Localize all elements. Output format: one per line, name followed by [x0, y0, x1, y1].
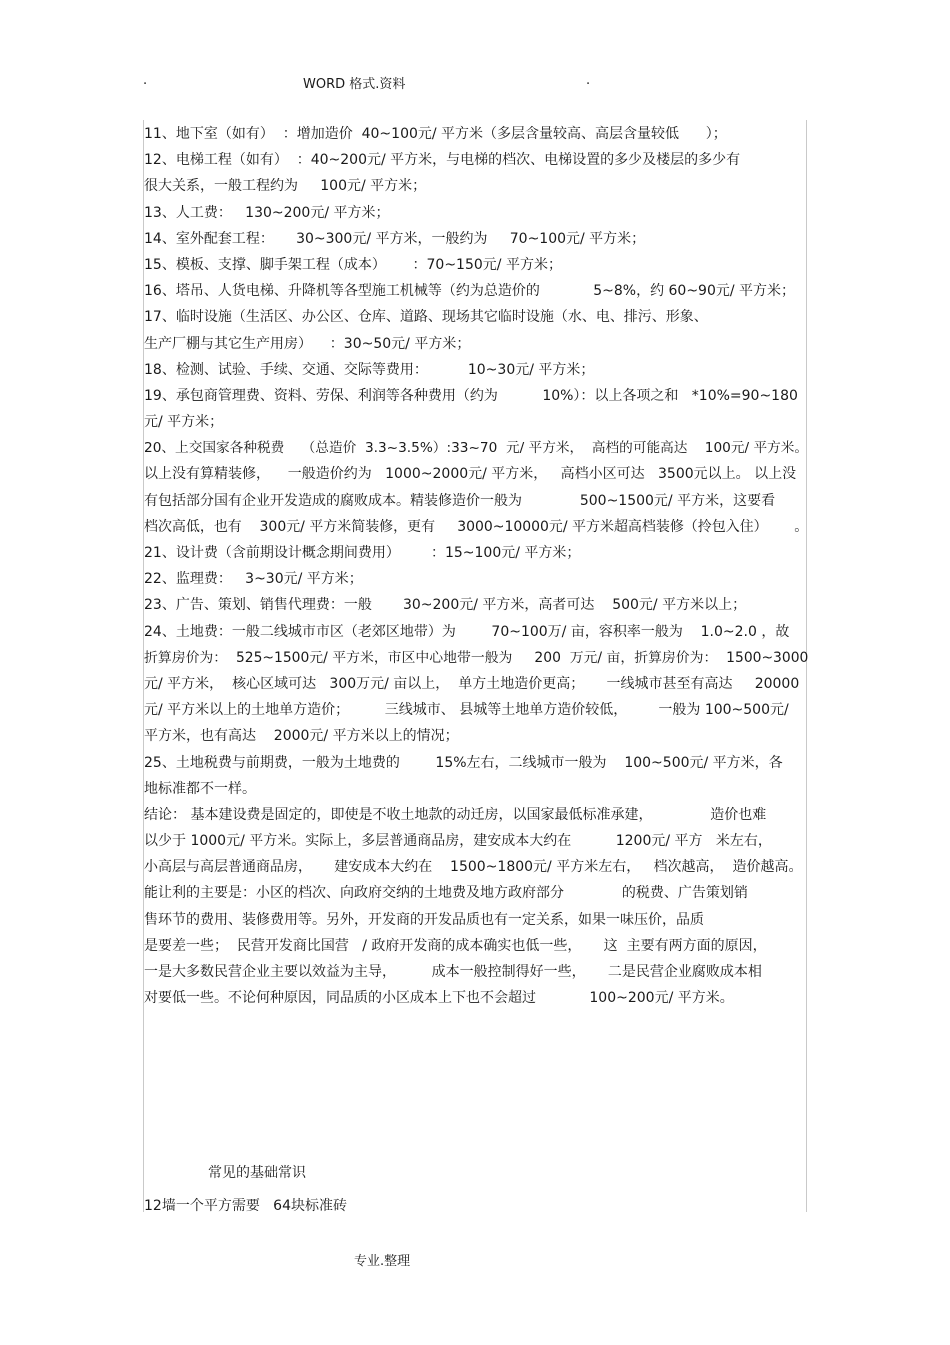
text-line: 23、广告、策划、销售代理费：一般 30~200元/ 平方米，高者可达 500元/ 平方米以上；: [144, 597, 747, 614]
text-line: 16、塔吊、人货电梯、升降机等各型施工机械等（约为总造价的 5~8%，约 60~90元/ 平方米；: [144, 283, 796, 300]
text-line: 一是大多数民营企业主要以效益为主导， 成本一般控制得好一些， 二是民营企业腐败成本相: [144, 964, 762, 980]
brick-fact-line: 12墙一个平方需要 64块标准砖: [144, 1198, 347, 1214]
text-line: 结论： 基本建设费是固定的，即使是不收土地款的动迁房，以国家最低标准承建， 造价也难: [144, 806, 767, 823]
text-line: 元/ 平方米， 核心区域可达 300万元/ 亩以上， 单方土地造价更高； 一线城市甚至有高达 20000: [144, 675, 800, 692]
text-line: 小高层与高层普通商品房， 建安成本大约在 1500~1800元/ 平方米左右， 档次越高， 造价越高。: [144, 859, 803, 876]
text-line: 很大关系，一般工程约为 100元/ 平方米；: [144, 178, 427, 195]
text-line: 地标准都不一样。: [144, 780, 256, 797]
text-line: 售环节的费用、装修费用等。另外，开发商的开发品质也有一定关系，如果一味压价，品质: [144, 911, 704, 928]
text-line: 元/ 平方米；: [144, 414, 224, 431]
text-line: 24、土地费：一般二线城市市区（老郊区地带）为 70~100万/ 亩，容积率一般为 1.0~2.0 ，故: [144, 623, 790, 640]
text-line: 14、室外配套工程： 30~300元/ 平方米，一般约为 70~100元/ 平方米；: [144, 230, 646, 247]
text-line: 以少于 1000元/ 平方米。实际上，多层普通商品房，建安成本大约在 1200元/ 平方 米左右，: [144, 833, 772, 850]
text-line: 对要低一些。不论何种原因，同品质的小区成本上下也不会超过 100~200元/ 平方米。: [144, 990, 734, 1007]
text-line: 折算房价为： 525~1500元/ 平方米，市区中心地带一般为 200 万元/ 亩，折算房价为： 1500~3000: [144, 649, 809, 666]
text-line: 19、承包商管理费、资料、劳保、利润等各种费用（约为 10%）：以上各项之和 *10%=90~180: [144, 387, 798, 404]
text-line: 20、上交国家各种税费 （总造价 3.3~3.5%）:33~70 元/ 平方米， 高档的可能高达 100元/ 平方米。: [144, 440, 809, 457]
header-right-mark: .: [586, 73, 591, 88]
text-line: 18、检测、试验、手续、交通、交际等费用： 10~30元/ 平方米；: [144, 361, 595, 378]
text-line: 11、地下室（如有） ：增加造价 40~100元/ 平方米（多层含量较高、高层含量较低 ）；: [144, 126, 727, 142]
text-line: 是要差一些； 民营开发商比国营 / 政府开发商的成本确实也低一些， 这 主要有两方面的原因，: [144, 937, 767, 954]
text-line: 15、模板、支撑、脚手架工程（成本） ：70~150元/ 平方米；: [144, 256, 562, 273]
document-body: [144, 121, 809, 1011]
text-line: 元/ 平方米以上的土地单方造价； 三线城市、 县城等土地单方造价较低， 一般为 100~500元/: [144, 702, 789, 719]
text-line: 12、电梯工程（如有） ：40~200元/ 平方米，与电梯的档次、电梯设置的多少及楼层的多少有: [144, 152, 741, 169]
header-title: WORD 格式.资料: [303, 77, 406, 92]
text-line: 以上没有算精装修， 一般造价约为 1000~2000元/ 平方米， 高档小区可达 3500元以上。 以上没: [144, 466, 797, 483]
text-line: 能让利的主要是：小区的档次、向政府交纳的土地费及地方政府部分 的税费、广告策划销: [144, 885, 748, 902]
page-footer: 专业.整理: [354, 1254, 411, 1269]
header-left-mark: .: [143, 73, 148, 88]
text-line: 17、临时设施（生活区、办公区、仓库、道路、现场其它临时设施（水、电、排污、形象、: [144, 309, 708, 326]
text-line: 22、监理费： 3~30元/ 平方米；: [144, 571, 363, 588]
section-subheading: 常见的基础常识: [208, 1165, 306, 1181]
text-line: 生产厂棚与其它生产用房） ：30~50元/ 平方米；: [144, 335, 471, 352]
text-line: 平方米，也有高达 2000元/ 平方米以上的情况；: [144, 728, 459, 745]
text-line: 档次高低，也有 300元/ 平方米简装修，更有 3000~10000元/ 平方米超高档装修（拎包入住） 。: [144, 518, 809, 535]
text-line: 25、土地税费与前期费，一般为土地费的 15%左右，二线城市一般为 100~500元/ 平方米，各: [144, 754, 783, 771]
text-line: 21、设计费（含前期设计概念期间费用） ：15~100元/ 平方米；: [144, 545, 581, 561]
text-line: 13、人工费： 130~200元/ 平方米；: [144, 204, 390, 221]
text-line: 有包括部分国有企业开发造成的腐败成本。精装修造价一般为 500~1500元/ 平方米，这要看: [144, 492, 776, 509]
